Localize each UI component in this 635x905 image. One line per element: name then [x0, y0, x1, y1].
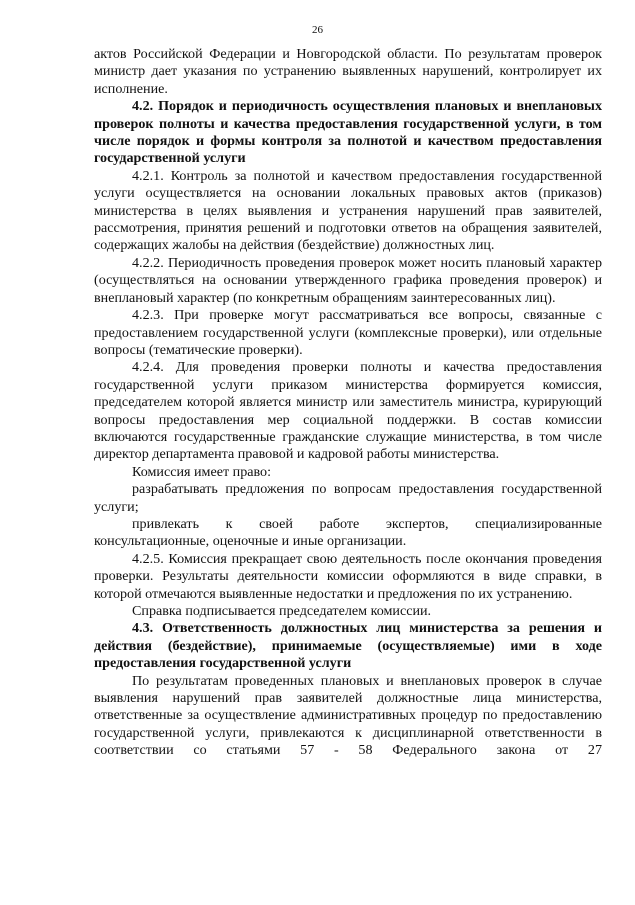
paragraph-liability: По результатам проведенных плановых и внеплановых проверок в случае выявления нарушений прав заявителей должностные лица министерства, ответственные за осуществление административных процедур по предоставлению государственной услуги, привлекаются к дисциплинарной ответственности в соответствии со статьями 57 - 58 Федерального закона от 27	[94, 672, 602, 759]
list-item-engage-experts: привлекать к своей работе экспертов, специализированные консультационные, оценочные и иные организации.	[94, 515, 602, 550]
list-item-develop-proposals: разрабатывать предложения по вопросам предоставления государственной услуги;	[94, 481, 602, 515]
paragraph-continuation: актов Российской Федерации и Новгородской области. По результатам проверок министр дает указания по устранению выявленных нарушений, контролирует их исполнение.	[94, 46, 602, 97]
paragraph-certificate-signed: Справка подписывается председателем комиссии.	[132, 603, 432, 619]
paragraph-4-2-1: 4.2.1. Контроль за полнотой и качеством предоставления государственной услуги осуществляется на основании локальных правовых актов (приказов) министерства в целях выявления и устранения нарушений прав заявителей, рассмотрения, принятия решений и подготовки ответов на обращения заявителей, содержащих жалобы на действия (бездействие) должностных лиц.	[94, 167, 602, 254]
paragraph-commission-rights: Комиссия имеет право:	[132, 463, 272, 480]
paragraph-4-2-4: 4.2.4. Для проведения проверки полноты и качества предоставления государственной услуги приказом министерства формируется комиссия, председателем которой является министр или заместитель министра, курирующий вопросы предоставления мер социальной поддержки. В состав комиссии включаются государственные гражданские служащие министерства, в том числе директор департамента правовой и кадровой работы министерства.	[94, 359, 602, 463]
page-body	[94, 46, 602, 760]
page-number: 26	[312, 24, 323, 36]
paragraph-4-2-2: 4.2.2. Периодичность проведения проверок может носить плановый характер (осуществляться на основании утвержденного графика проведения проверок) и внеплановый характер (по конкретным обращениям заинтересованных лиц).	[94, 254, 602, 306]
paragraph-4-2-5: 4.2.5. Комиссия прекращает свою деятельность после окончания проведения проверки. Результаты деятельности комиссии оформляются в виде справки, в которой отмечаются выявленные недостатки и предложения по их устранению.	[94, 550, 602, 602]
section-heading-4-2: 4.2. Порядок и периодичность осуществления плановых и внеплановых проверок полноты и качества предоставления государственной услуги, в том числе порядок и формы контроля за полнотой и качеством предоставления государственной услуги	[94, 98, 602, 167]
section-heading-4-3: 4.3. Ответственность должностных лиц министерства за решения и действия (бездействие), принимаемые (осуществляемые) ими в ходе предоставления государственной услуги	[94, 620, 602, 672]
paragraph-4-2-3: 4.2.3. При проверке могут рассматриваться все вопросы, связанные с предоставлением государственной услуги (комплексные проверки), или отдельные вопросы (тематические проверки).	[94, 307, 602, 358]
